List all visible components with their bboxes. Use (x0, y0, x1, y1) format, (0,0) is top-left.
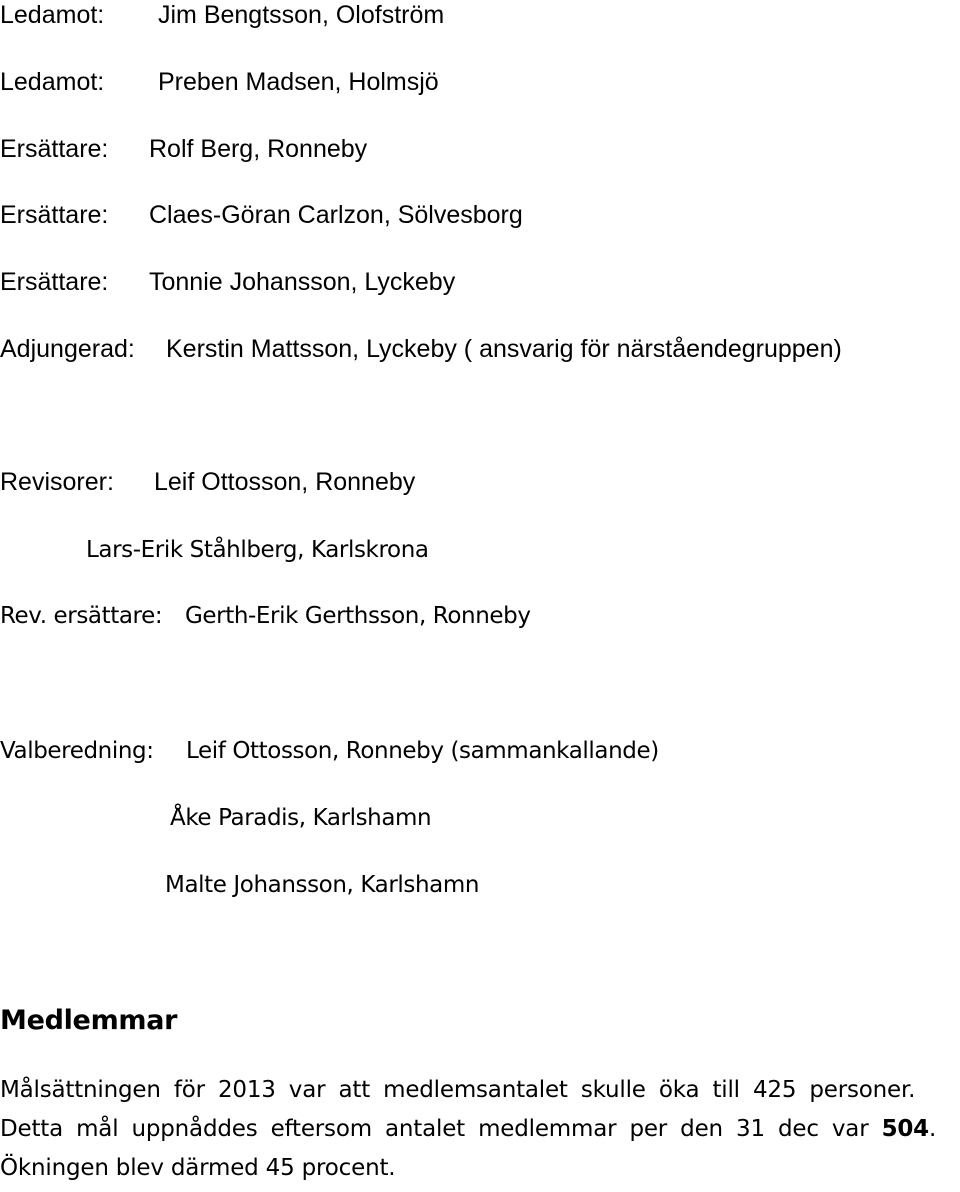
deputy-auditor-label: Rev. ersättare: (0, 603, 163, 629)
nomination-row (170, 803, 431, 833)
paragraph-line (0, 1110, 958, 1149)
role-label: Ersättare: (0, 268, 109, 296)
role-label: Ledamot: (0, 68, 105, 96)
paragraph-period: . (929, 1116, 937, 1142)
member-count: 504 (881, 1116, 929, 1142)
auditors-row (86, 535, 429, 565)
auditor-name: Leif Ottosson, Ronneby (154, 468, 416, 496)
role-label: Ersättare: (0, 135, 109, 163)
member-name: Kerstin Mattsson, Lyckeby ( ansvarig för närståendegruppen) (166, 335, 842, 363)
deputy-auditor-name: Gerth-Erik Gerthsson, Ronneby (185, 603, 531, 629)
members-paragraph (0, 1071, 958, 1188)
section-heading: Medlemmar (0, 1005, 178, 1036)
nomination-name: Leif Ottosson, Ronneby (sammankallande) (186, 738, 659, 764)
member-name: Rolf Berg, Ronneby (149, 135, 368, 163)
paragraph-line: Ökningen blev därmed 45 procent. (0, 1155, 396, 1181)
member-name: Preben Madsen, Holmsjö (158, 68, 439, 96)
member-name: Jim Bengtsson, Olofström (158, 1, 445, 29)
nomination-name: Malte Johansson, Karlshamn (165, 872, 480, 898)
auditor-name: Lars-Erik Ståhlberg, Karlskrona (86, 537, 429, 563)
nomination-name: Åke Paradis, Karlshamn (170, 805, 432, 831)
paragraph-text: Detta mål uppnåddes eftersom antalet medlemmar per den 31 dec var (0, 1116, 882, 1142)
role-label: Adjungerad: (0, 335, 135, 363)
auditors-label: Revisorer: (0, 468, 114, 496)
role-label: Ledamot: (0, 1, 105, 29)
nomination-row (165, 870, 479, 900)
paragraph-line: Målsättningen för 2013 var att medlemsantalet skulle öka till 425 personer. (0, 1077, 916, 1103)
member-name: Claes-Göran Carlzon, Sölvesborg (149, 201, 523, 229)
member-name: Tonnie Johansson, Lyckeby (149, 268, 456, 296)
nomination-label: Valberedning: (0, 738, 154, 764)
role-label: Ersättare: (0, 201, 109, 229)
